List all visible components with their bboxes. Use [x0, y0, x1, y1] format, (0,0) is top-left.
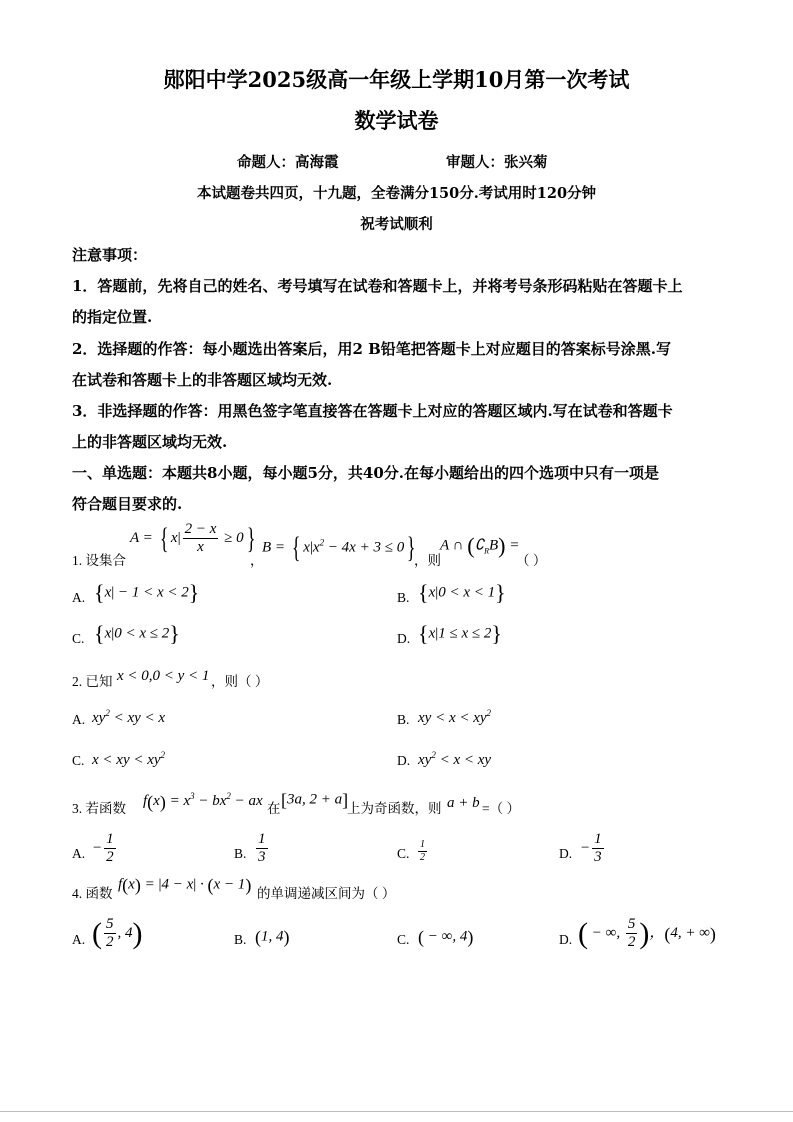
q4-option-a: ( $\frac{5}{2}$ , 4): [92, 916, 143, 950]
q2-option-d-label: D.: [397, 753, 411, 768]
q2-option-b: xy < $x < xy^2$: [418, 708, 492, 726]
q4-option-a-label: A.: [72, 932, 86, 947]
q3-option-b-label: B.: [234, 846, 247, 861]
q2-option-c: x < xy < $xy^2$: [92, 750, 166, 768]
q3-function: $f(x) = x^3 - bx^2$ − ax: [143, 791, 263, 812]
q1-option-d: {x|1 ≤ x ≤ 2}: [418, 621, 502, 646]
q4-option-c-label: C.: [397, 932, 410, 947]
page-bottom-rule: [0, 1111, 793, 1112]
q3-eq: =（ ）: [482, 801, 520, 816]
q4-suffix: 的单调递减区间为（ ）: [257, 886, 396, 901]
q3-option-b: $\frac{1}{3}$: [258, 831, 266, 865]
notes-heading: 注意事项：: [72, 246, 148, 264]
exam-subtitle: 数学试卷: [354, 108, 439, 133]
q3-option-d: − $\frac{1}{3}$: [580, 831, 602, 865]
q3-option-a: − $\frac{1}{2}$: [92, 831, 114, 865]
q1-option-a: {x| − 1 < x < 2}: [94, 580, 200, 605]
q1-option-c: {x|0 < x ≤ 2}: [94, 621, 180, 646]
note-3-line1: 3．非选择题的作答：用黑色签字笔直接答在答题卡上对应的答题区域内.写在试卷和答题卡: [72, 402, 673, 420]
q4-option-d: ( − ∞, $\frac{5}{2}$ )，(4, + ∞): [578, 916, 716, 950]
q1-prefix: 1. 设集合: [72, 553, 126, 568]
q4-option-b: (1, 4): [255, 927, 290, 947]
q2-option-d: $xy^2 < x$ < xy: [418, 750, 492, 768]
q3-option-a-label: A.: [72, 846, 86, 861]
section-heading-line2: 符合题目要求的.: [72, 495, 183, 513]
q1-set-a: A = { x| $\frac{2 - x}{x}$ ≥ 0}: [130, 521, 256, 555]
q1-then: ，则: [414, 553, 441, 568]
setter: 命题人：高海霞: [237, 154, 339, 171]
q3-mid: 在: [267, 801, 281, 816]
q1-option-c-label: C.: [72, 631, 85, 646]
q1-answer-paren: （ ）: [516, 553, 547, 568]
q1-option-b: {x|0 < x < 1}: [418, 580, 506, 605]
note-1-line1: 1．答题前，先将自己的姓名、考号填写在试卷和答题卡上，并将考号条形码粘贴在答题卡上: [72, 277, 683, 295]
note-2-line1: 2．选择题的作答：每小题选出答案后，用2 B铅笔把答题卡上对应题目的答案标号涂黑.写: [72, 340, 672, 358]
q1-set-b: B = { $x|x^2 - 4x + 3 \le 0$}: [262, 531, 416, 564]
note-1-line2: 的指定位置.: [72, 308, 153, 326]
section-heading-line1: 一、单选题：本题共8小题，每小题5分，共40分.在每小题给出的四个选项中只有一项是: [72, 464, 659, 482]
q3-ab: a + b: [447, 795, 480, 811]
q2-option-a-label: A.: [72, 712, 86, 727]
q1-expression: A ∩ $(∁_RB)$ =: [440, 533, 520, 558]
q2-condition: x < 0,0 < y < 1: [117, 668, 210, 684]
q2-prefix: 2. 已知: [72, 674, 113, 689]
q4-option-d-label: D.: [559, 932, 573, 947]
q2-option-b-label: B.: [397, 712, 410, 727]
q3-suffix: 上为奇函数，则: [347, 801, 442, 816]
note-2-line2: 在试卷和答题卡上的非答题区域均无效.: [72, 371, 333, 389]
exam-title: 郧阳中学2025级高一年级上学期10月第一次考试: [163, 67, 630, 92]
q3-prefix: 3. 若函数: [72, 801, 126, 816]
note-3-line2: 上的非答题区域均无效.: [72, 433, 228, 451]
q1-option-b-label: B.: [397, 590, 410, 605]
q3-interval: [3a, 2 + a]: [281, 790, 349, 810]
exam-info: 本试题卷共四页，十九题，全卷满分150分.考试用时120分钟: [196, 185, 597, 202]
q1-comma: ，: [250, 553, 264, 568]
q4-option-b-label: B.: [234, 932, 247, 947]
q2-option-a: $xy^2$ < xy < x: [92, 708, 166, 726]
q4-prefix: 4. 函数: [72, 886, 113, 901]
q1-option-d-label: D.: [397, 631, 411, 646]
q4-option-c: ( − ∞, 4): [418, 927, 474, 947]
q3-option-d-label: D.: [559, 846, 573, 861]
q1-option-a-label: A.: [72, 590, 86, 605]
q2-then: ，则（ ）: [211, 674, 269, 689]
q2-option-c-label: C.: [72, 753, 85, 768]
q3-option-c-label: C.: [397, 846, 410, 861]
q4-function: f(x) = |4 − x| · (x − 1): [118, 875, 252, 895]
exam-wish: 祝考试顺利: [360, 216, 433, 233]
q3-option-c: $\frac{1}{2}$: [420, 839, 425, 863]
reviewer: 审题人：张兴菊: [446, 154, 548, 171]
